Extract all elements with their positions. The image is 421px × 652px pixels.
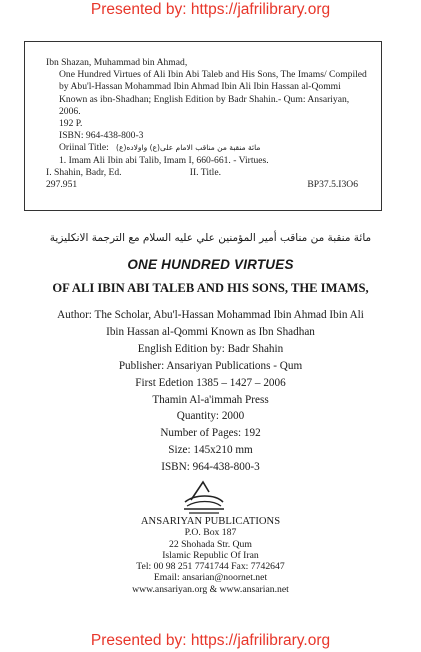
book-subtitle: OF ALI IBIN ABI TALEB AND HIS SONS, THE IMAMS,	[52, 281, 369, 295]
publisher-street: 22 Shohada Str. Qum	[169, 538, 252, 550]
catalog-record-box	[24, 41, 382, 211]
publisher-address-block	[0, 516, 421, 595]
publisher-name: ANSARIYAN PUBLICATIONS	[140, 516, 281, 527]
catalog-added-entries	[46, 167, 371, 179]
book-details	[20, 307, 401, 476]
bottom-banner: Presented by: https://jafrilibrary.org	[90, 632, 331, 649]
dewey-number: 297.951	[46, 179, 78, 191]
isbn-line: ISBN: 964-438-800-3	[161, 461, 260, 474]
original-title-label: Oriinal Title:	[59, 142, 109, 154]
catalog-isbn: ISBN: 964-438-800-3	[59, 130, 144, 142]
publisher-website: www.ansariyan.org & www.ansarian.net	[132, 583, 289, 595]
publisher-line: Publisher: Ansariyan Publications - Qum	[118, 359, 303, 372]
catalog-pages: 192 P.	[59, 118, 83, 130]
quantity-line: Quantity: 2000	[176, 410, 245, 423]
top-banner: Presented by: https://jafrilibrary.org	[90, 1, 331, 18]
publisher-country: Islamic Republic Of Iran	[162, 549, 259, 561]
book-title: ONE HUNDRED VIRTUES	[127, 257, 294, 272]
publisher-email: Email: ansarian@noornet.net	[153, 572, 268, 584]
original-title-value: مائة منقبة من مناقب الامام علی(ع) واولاده(ع)	[116, 143, 261, 153]
publisher-pobox: P.O. Box 187	[184, 527, 237, 539]
lc-call-number: BP37.5.I3O6	[307, 179, 358, 191]
catalog-call-numbers	[46, 179, 371, 191]
catalog-subject: 1. Imam Ali Ibin abi Talib, Imam I, 660-661. - Virtues.	[59, 154, 269, 166]
author-line-2: Ibin Hassan al-Qommi Known as Ibn Shadhan	[106, 325, 315, 338]
publisher-phone: Tel: 00 98 251 7741744 Fax: 7742647	[136, 561, 285, 573]
author-line-1: Author: The Scholar, Abu'l-Hassan Mohammad Ibin Ahmad Ibin Ali	[57, 309, 364, 321]
size-line: Size: 145x210 mm	[168, 444, 253, 457]
added-entry-title: II. Title.	[189, 166, 221, 178]
catalog-original-title	[46, 142, 371, 154]
press-line: Thamin Al-a'immah Press	[152, 393, 269, 406]
publisher-logo-icon	[181, 480, 227, 516]
catalog-title-statement: One Hundred Virtues of Ali Ibin Abi Taleb and His Sons, The Imams/ Compiled by Abu'l-Hassan Mohammad Ibin Ahmad Ibin Ali Ibin Hassan al-Qommi Known as ibn-Shadhan; English Edition by Badr Shahin.- Qum: Ansariyan, 2006.	[59, 69, 367, 117]
arabic-title: مائة منقبة من مناقب أمير المؤمنين علي عليه السلام مع الترجمة الانكليزية	[49, 232, 372, 244]
catalog-author: Ibn Shazan, Muhammad bin Ahmad,	[46, 57, 188, 68]
pages-line: Number of Pages: 192	[160, 427, 261, 440]
edition-line: English Edition by: Badr Shahin	[137, 342, 284, 355]
added-entry-editor: I. Shahin, Badr, Ed.	[46, 166, 122, 178]
first-edition-line: First Edetion 1385 – 1427 – 2006	[135, 376, 286, 389]
